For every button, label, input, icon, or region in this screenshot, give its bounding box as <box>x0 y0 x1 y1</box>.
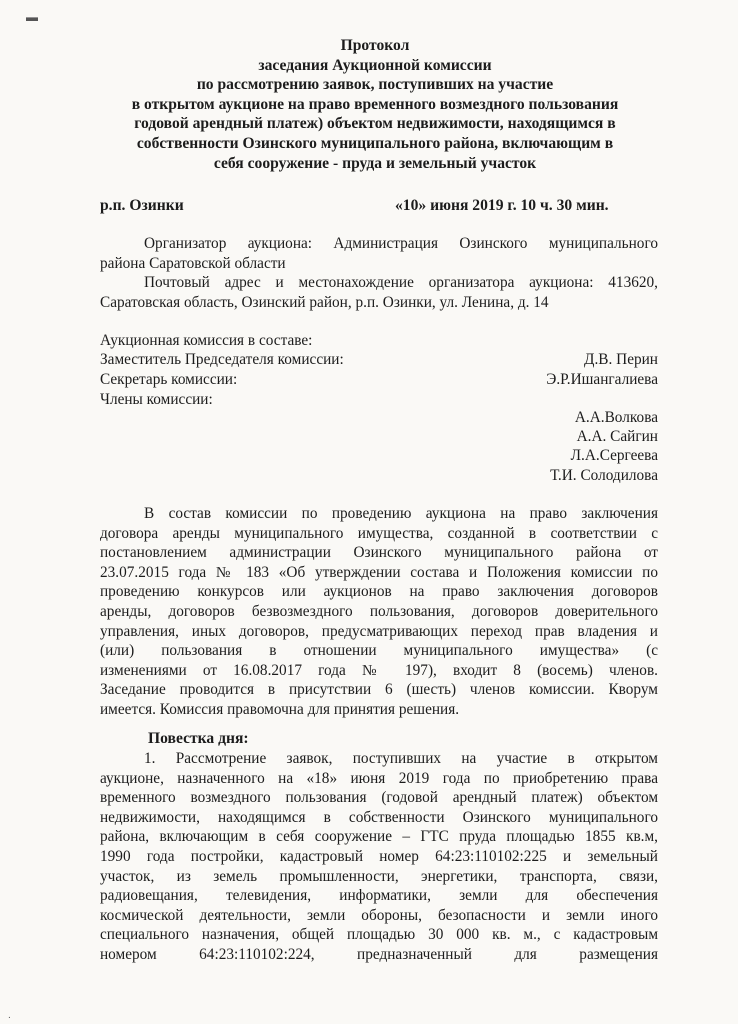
secretary-name: Э.Р.Ишангалиева <box>546 371 658 388</box>
body-line: изменениями от 16.08.2017 года № 197), входит 8 (восемь) членов. <box>100 661 658 679</box>
deputy-row <box>100 350 658 370</box>
agenda-line: космической деятельности, земли обороны, безопасности и земли иного <box>100 906 658 924</box>
agenda-line: 1. Рассмотрение заявок, поступивших на участие в открытом <box>144 750 658 767</box>
address-line: Почтовый адрес и местонахождение организатора аукциона: 413620, <box>144 274 658 292</box>
agenda-heading: Повестка дня: <box>148 730 249 747</box>
title-line: в открытом аукционе на право временного возмездного пользования <box>131 95 619 113</box>
scan-mark-top: ▬ <box>26 10 38 24</box>
member-name: Л.А.Сергеева <box>570 447 658 464</box>
agenda-line: аукционе, назначенного на «18» июня 2019 года по приобретению права <box>100 769 658 787</box>
organizer-line: Организатор аукциона: Администрация Озинского муниципального <box>144 235 658 252</box>
agenda-line: временного возмездного пользования (годовой арендный платеж) объектом <box>100 789 658 807</box>
agenda-line: специального назначения, общей площадью 30 000 кв. м., с кадастровым <box>100 926 658 944</box>
organizer-block <box>100 234 658 312</box>
body-paragraph <box>100 504 658 720</box>
title-line: годовой арендный платеж) объектом недвижимости, находящимся в <box>134 115 616 133</box>
title-line: заседания Аукционной комиссии <box>258 56 492 74</box>
deputy-label: Заместитель Председателя комиссии: <box>100 351 344 368</box>
member-name: А.А.Волкова <box>574 409 658 426</box>
agenda-line: района, включающим в себя сооружение – ГТС пруда площадью 1855 кв.м, <box>100 828 658 846</box>
agenda-line: недвижимости, находящимся в собственности Озинского муниципального <box>100 808 658 826</box>
body-line: проведению конкурсов или аукционов на право заключения договоров <box>100 583 658 601</box>
body-line: имеется. Комиссия правомочна для принятия решения. <box>100 700 460 718</box>
document-title <box>60 36 690 173</box>
commission-heading: Аукционная комиссия в составе: <box>100 332 313 349</box>
title-line: себя сооружение - пруда и земельный участок <box>213 154 537 172</box>
member-name: Т.И. Солодилова <box>550 467 658 484</box>
body-line: В состав комиссии по проведению аукциона на право заключения <box>144 505 658 522</box>
member-name: А.А. Сайгин <box>576 428 658 445</box>
place: р.п. Озинки <box>100 197 184 214</box>
body-line: Заседание проводится в присутствии 6 (шесть) членов комиссии. Кворум <box>100 681 658 699</box>
agenda-line: радиовещания, телевидения, информатики, земли для обеспечения <box>100 887 658 905</box>
date: «10» июня 2019 г. 10 ч. 30 мин. <box>395 197 609 214</box>
body-line: договора аренды муниципального имущества, созданной в соответствии с <box>100 524 658 542</box>
body-line: управления, иных договоров, предусматривающих переход прав владения и <box>100 622 658 640</box>
body-line: 23.07.2015 года № 183 «Об утверждении состава и Положения комиссии по <box>100 563 658 581</box>
scan-mark-left: . <box>8 1010 11 1021</box>
body-line: аренды, договоров безвозмездного пользования, договоров доверительного <box>100 602 658 620</box>
title-line: по рассмотрению заявок, поступивших на участие <box>196 76 554 94</box>
agenda-paragraph <box>100 749 658 965</box>
secretary-row <box>100 370 658 390</box>
body-line: (или) пользования в отношении муниципального имущества» (с <box>100 642 658 660</box>
agenda-line: участок, из земель промышленности, энергетики, транспорта, связи, <box>100 867 658 885</box>
address-line: Саратовская область, Озинский район, р.п. Озинки, ул. Ленина, д. 14 <box>100 293 549 311</box>
deputy-name: Д.В. Перин <box>584 351 658 368</box>
title-line: собственности Озинского муниципального района, включающим в <box>136 134 614 152</box>
title-line: Протокол <box>340 37 410 54</box>
agenda-line: 1990 года постройки, кадастровый номер 64:23:110102:225 и земельный <box>100 847 658 865</box>
secretary-label: Секретарь комиссии: <box>100 371 238 388</box>
organizer-line: района Саратовской области <box>100 254 286 272</box>
body-line: постановлением администрации Озинского муниципального района от <box>100 544 658 562</box>
members-label: Члены комиссии: <box>100 391 213 408</box>
agenda-line: номером 64:23:110102:224, предназначенный для размещения <box>100 945 658 963</box>
